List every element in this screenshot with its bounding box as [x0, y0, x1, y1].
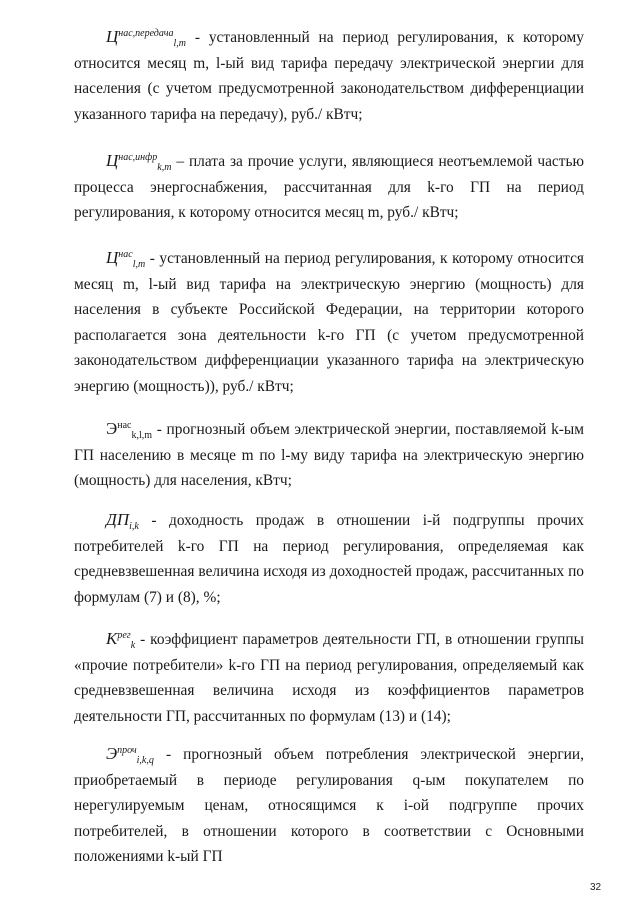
- definition-text: - установленный на период регулирования, к которому относится месяц m, l-ый вид тарифа передачу электрической энергии для населения (с учетом предусмотренной законодательством дифференциации указанного тарифа на передачу), руб./ кВтч;: [74, 29, 584, 123]
- definition-text: - прогнозный объем потребления электрической энергии, приобретаемый в периоде регулирования q-ым покупателем по нерегулируемым ценам, относящимся к i-ой подгруппе прочих потребителей, в отношении которого в соответствии с Основными положениями k-ый ГП: [74, 746, 584, 866]
- definition-4: [74, 416, 584, 494]
- definition-6: [74, 626, 584, 729]
- definition-text: - коэффициент параметров деятельности ГП, в отношении группы «прочие потребители» k-го ГП на период регулирования, определяемый как средневзвешенная величина исходя из коэффициентов параметров деятельности ГП, рассчитанных по формулам (13) и (14);: [74, 631, 584, 725]
- formula-symbol: $Э^{нас}_{k,l,m}$: [106, 419, 153, 442]
- definition-text: - установленный на период регулирования, к которому относится месяц m, l-ый вид тарифа на электрическую энергию (мощность) для населения в субъекте Российской Федерации, на территории которого располагается зона деятельности k-го ГП (с учетом предусмотренной законодательством дифференциации указанного тарифа на электрическую энергию (мощность)), руб./ кВтч;: [74, 250, 584, 395]
- definition-3: [74, 245, 584, 400]
- page-number: 32: [590, 882, 602, 893]
- definition-text: – плата за прочие услуги, являющиеся неотъемлемой частью процесса энергоснабжения, рассчитанная для k-го ГП на период регулирования, к которому относится месяц m, руб./ кВтч;: [74, 153, 584, 222]
- formula-symbol: $Э^{проч}_{i,k,q}$: [106, 744, 154, 767]
- formula-symbol: $ДП_{i,k}$: [106, 510, 139, 533]
- definition-text: - прогнозный объем электрической энергии, поставляемой k-ым ГП населению в месяце m по l-му виду тарифа на электрическую энергию (мощность) для населения, кВтч;: [74, 421, 584, 490]
- definition-5: [74, 507, 584, 610]
- definition-7: [74, 741, 584, 870]
- formula-symbol: $Ц^{нас}_{l,m}$: [106, 248, 146, 271]
- formula-symbol: $Ц^{нас,инфр}_{k,m}$: [106, 151, 172, 174]
- definition-text: - доходность продаж в отношении i-й подгруппы прочих потребителей k-го ГП на период регулирования, определяемая как средневзвешенная величина исходя из доходностей продаж, рассчитанных по формулам (7) и (8), %;: [74, 512, 584, 606]
- definition-1: [74, 24, 584, 127]
- definition-2: [74, 148, 584, 226]
- formula-symbol: $K^{рег}_k$: [106, 629, 136, 652]
- formula-symbol: $Ц^{нас,передача}_{l,m}$: [106, 27, 187, 50]
